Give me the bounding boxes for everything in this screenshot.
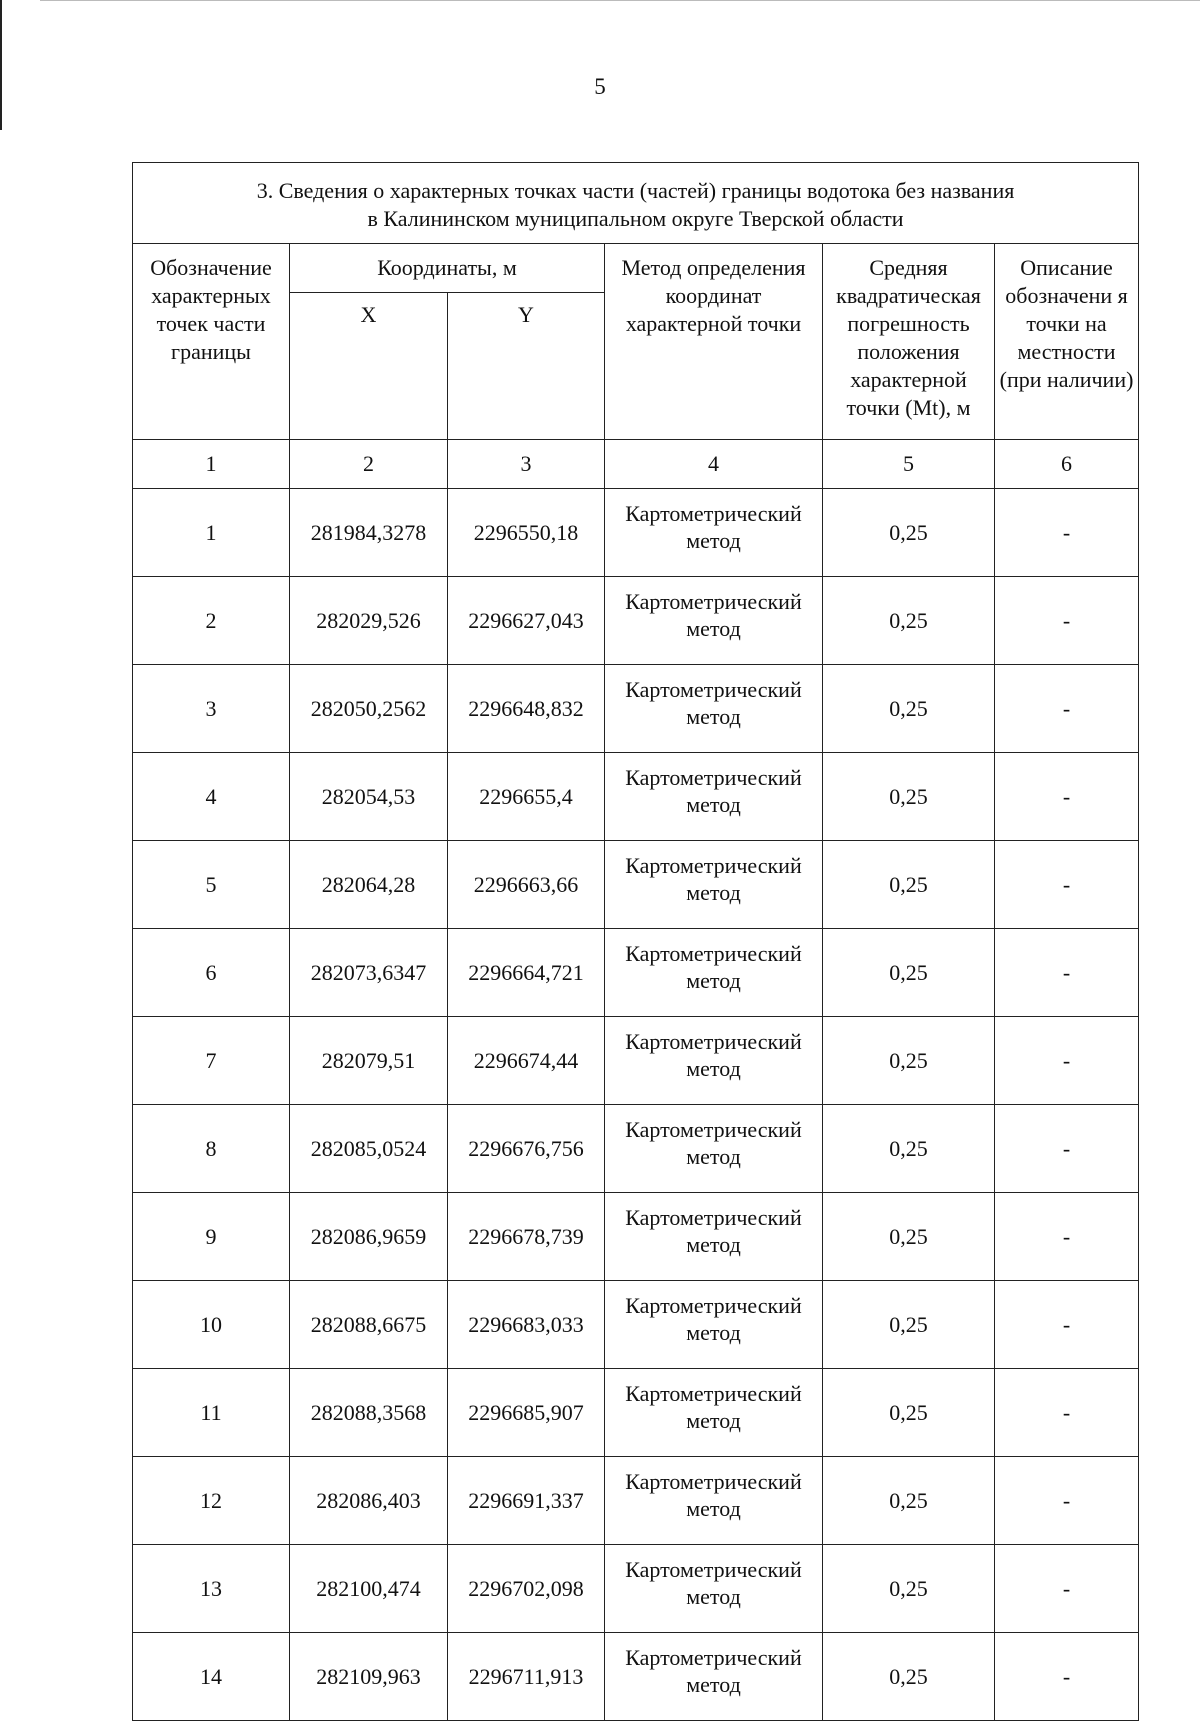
table-title-line1: 3. Сведения о характерных точках части (частей) границы водотока без названия bbox=[256, 178, 1015, 203]
y-coordinate-cell: 2296627,043 bbox=[448, 577, 605, 665]
description-cell: - bbox=[995, 1105, 1139, 1193]
coordinates-table bbox=[132, 162, 1139, 1721]
column-number: 5 bbox=[823, 440, 995, 489]
y-coordinate-cell: 2296702,098 bbox=[448, 1545, 605, 1633]
table-row bbox=[133, 489, 1139, 577]
description-cell: - bbox=[995, 1193, 1139, 1281]
description-cell: - bbox=[995, 489, 1139, 577]
x-coordinate-cell: 282088,6675 bbox=[290, 1281, 448, 1369]
header-description: Описание обозначени я точки на местности (при наличии) bbox=[995, 244, 1139, 440]
error-cell: 0,25 bbox=[823, 1369, 995, 1457]
column-number: 4 bbox=[605, 440, 823, 489]
y-coordinate-cell: 2296676,756 bbox=[448, 1105, 605, 1193]
column-number-row bbox=[133, 440, 1139, 489]
table-row bbox=[133, 1281, 1139, 1369]
description-cell: - bbox=[995, 1369, 1139, 1457]
table-row bbox=[133, 841, 1139, 929]
point-number-cell: 4 bbox=[133, 753, 290, 841]
column-number: 1 bbox=[133, 440, 290, 489]
table-row bbox=[133, 577, 1139, 665]
table-row bbox=[133, 665, 1139, 753]
x-coordinate-cell: 282109,963 bbox=[290, 1633, 448, 1721]
method-cell: Картометрический метод bbox=[605, 1281, 823, 1369]
error-cell: 0,25 bbox=[823, 841, 995, 929]
x-coordinate-cell: 282086,9659 bbox=[290, 1193, 448, 1281]
point-number-cell: 8 bbox=[133, 1105, 290, 1193]
error-cell: 0,25 bbox=[823, 489, 995, 577]
description-cell: - bbox=[995, 577, 1139, 665]
error-cell: 0,25 bbox=[823, 753, 995, 841]
method-cell: Картометрический метод bbox=[605, 1633, 823, 1721]
point-number-cell: 5 bbox=[133, 841, 290, 929]
point-number-cell: 11 bbox=[133, 1369, 290, 1457]
table-row bbox=[133, 929, 1139, 1017]
method-cell: Картометрический метод bbox=[605, 665, 823, 753]
x-coordinate-cell: 281984,3278 bbox=[290, 489, 448, 577]
method-cell: Картометрический метод bbox=[605, 577, 823, 665]
header-error: Средняя квадратическая погрешность положения характерной точки (Mt), м bbox=[823, 244, 995, 440]
error-cell: 0,25 bbox=[823, 1105, 995, 1193]
table-row bbox=[133, 1545, 1139, 1633]
y-coordinate-cell: 2296655,4 bbox=[448, 753, 605, 841]
column-number: 6 bbox=[995, 440, 1139, 489]
x-coordinate-cell: 282073,6347 bbox=[290, 929, 448, 1017]
table-row bbox=[133, 753, 1139, 841]
method-cell: Картометрический метод bbox=[605, 1545, 823, 1633]
method-cell: Картометрический метод bbox=[605, 1017, 823, 1105]
point-number-cell: 3 bbox=[133, 665, 290, 753]
table-row bbox=[133, 1369, 1139, 1457]
column-number: 2 bbox=[290, 440, 448, 489]
method-cell: Картометрический метод bbox=[605, 1457, 823, 1545]
point-number-cell: 14 bbox=[133, 1633, 290, 1721]
header-row-1 bbox=[133, 244, 1139, 293]
y-coordinate-cell: 2296648,832 bbox=[448, 665, 605, 753]
method-cell: Картометрический метод bbox=[605, 753, 823, 841]
header-x: X bbox=[290, 293, 448, 440]
header-coordinates: Координаты, м bbox=[290, 244, 605, 293]
title-row bbox=[133, 163, 1139, 244]
point-number-cell: 2 bbox=[133, 577, 290, 665]
y-coordinate-cell: 2296674,44 bbox=[448, 1017, 605, 1105]
method-cell: Картометрический метод bbox=[605, 1193, 823, 1281]
error-cell: 0,25 bbox=[823, 1281, 995, 1369]
description-cell: - bbox=[995, 1017, 1139, 1105]
table-title-line2: в Калининском муниципальном округе Тверской области bbox=[367, 206, 904, 231]
x-coordinate-cell: 282079,51 bbox=[290, 1017, 448, 1105]
point-number-cell: 9 bbox=[133, 1193, 290, 1281]
table-row bbox=[133, 1457, 1139, 1545]
x-coordinate-cell: 282054,53 bbox=[290, 753, 448, 841]
y-coordinate-cell: 2296685,907 bbox=[448, 1369, 605, 1457]
y-coordinate-cell: 2296711,913 bbox=[448, 1633, 605, 1721]
description-cell: - bbox=[995, 1633, 1139, 1721]
method-cell: Картометрический метод bbox=[605, 1105, 823, 1193]
header-y: Y bbox=[448, 293, 605, 440]
error-cell: 0,25 bbox=[823, 1457, 995, 1545]
error-cell: 0,25 bbox=[823, 665, 995, 753]
y-coordinate-cell: 2296678,739 bbox=[448, 1193, 605, 1281]
description-cell: - bbox=[995, 1281, 1139, 1369]
description-cell: - bbox=[995, 1545, 1139, 1633]
error-cell: 0,25 bbox=[823, 1193, 995, 1281]
description-cell: - bbox=[995, 1457, 1139, 1545]
y-coordinate-cell: 2296683,033 bbox=[448, 1281, 605, 1369]
x-coordinate-cell: 282088,3568 bbox=[290, 1369, 448, 1457]
point-number-cell: 12 bbox=[133, 1457, 290, 1545]
x-coordinate-cell: 282100,474 bbox=[290, 1545, 448, 1633]
point-number-cell: 6 bbox=[133, 929, 290, 1017]
x-coordinate-cell: 282029,526 bbox=[290, 577, 448, 665]
point-number-cell: 7 bbox=[133, 1017, 290, 1105]
point-number-cell: 10 bbox=[133, 1281, 290, 1369]
x-coordinate-cell: 282064,28 bbox=[290, 841, 448, 929]
x-coordinate-cell: 282086,403 bbox=[290, 1457, 448, 1545]
description-cell: - bbox=[995, 929, 1139, 1017]
column-number: 3 bbox=[448, 440, 605, 489]
error-cell: 0,25 bbox=[823, 577, 995, 665]
x-coordinate-cell: 282085,0524 bbox=[290, 1105, 448, 1193]
method-cell: Картометрический метод bbox=[605, 1369, 823, 1457]
header-designation: Обозначение характерных точек части границы bbox=[133, 244, 290, 440]
table-row bbox=[133, 1193, 1139, 1281]
description-cell: - bbox=[995, 753, 1139, 841]
method-cell: Картометрический метод bbox=[605, 929, 823, 1017]
error-cell: 0,25 bbox=[823, 929, 995, 1017]
point-number-cell: 13 bbox=[133, 1545, 290, 1633]
description-cell: - bbox=[995, 841, 1139, 929]
point-number-cell: 1 bbox=[133, 489, 290, 577]
y-coordinate-cell: 2296691,337 bbox=[448, 1457, 605, 1545]
error-cell: 0,25 bbox=[823, 1017, 995, 1105]
error-cell: 0,25 bbox=[823, 1545, 995, 1633]
y-coordinate-cell: 2296550,18 bbox=[448, 489, 605, 577]
method-cell: Картометрический метод bbox=[605, 489, 823, 577]
page-number: 5 bbox=[594, 74, 606, 99]
table-row bbox=[133, 1633, 1139, 1721]
method-cell: Картометрический метод bbox=[605, 841, 823, 929]
description-cell: - bbox=[995, 665, 1139, 753]
table-row bbox=[133, 1105, 1139, 1193]
table-title bbox=[133, 163, 1139, 244]
scan-edge-top bbox=[40, 0, 1200, 1]
x-coordinate-cell: 282050,2562 bbox=[290, 665, 448, 753]
y-coordinate-cell: 2296663,66 bbox=[448, 841, 605, 929]
y-coordinate-cell: 2296664,721 bbox=[448, 929, 605, 1017]
header-method: Метод определения координат характерной точки bbox=[605, 244, 823, 440]
scan-edge-left bbox=[0, 0, 2, 130]
table-row bbox=[133, 1017, 1139, 1105]
error-cell: 0,25 bbox=[823, 1633, 995, 1721]
